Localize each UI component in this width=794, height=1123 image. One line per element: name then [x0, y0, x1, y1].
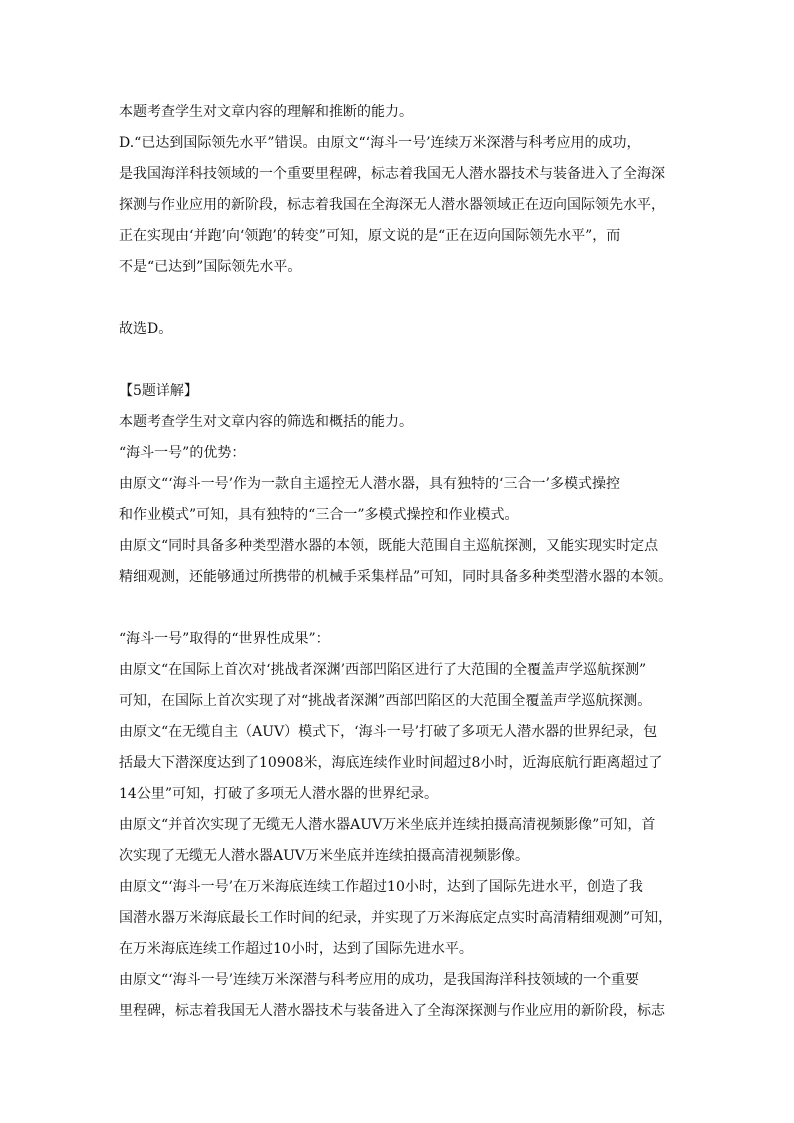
text-line: 由原文“‘海斗一号’作为一款自主遥控无人潜水器，具有独特的‘三合一’多模式操控	[119, 476, 620, 492]
text-line: “海斗一号”取得的“世界性成果”：	[119, 631, 330, 647]
text-line: D.“已达到国际领先水平”错误。由原文“‘海斗一号’连续万米深潜与科考应用的成功，	[119, 135, 641, 151]
text-line: 由原文“‘海斗一号’连续万米深潜与科考应用的成功，是我国海洋科技领域的一个重要	[119, 972, 640, 988]
text-line: 括最大下潜深度达到了10908米，海底连续作业时间超过8小时，近海底航行距离超过了	[119, 755, 663, 771]
text-line: “海斗一号”的优势：	[119, 445, 246, 461]
text-line: 故选D。	[119, 321, 173, 337]
text-line: 本题考查学生对文章内容的理解和推断的能力。	[119, 104, 413, 120]
text-line: 国潜水器万米海底最长工作时间的纪录，并实现了万米海底定点实时高清精细观测”可知，	[119, 910, 673, 926]
text-line: 由原文“在无缆自主（AUV）模式下，‘海斗一号’打破了多项无人潜水器的世界纪录，包	[119, 724, 658, 740]
text-line: 由原文“‘海斗一号’在万米海底连续工作超过10小时，达到了国际先进水平，创造了我	[119, 879, 643, 895]
text-line: 在万米海底连续工作超过10小时，达到了国际先进水平。	[119, 941, 473, 957]
text-line: 不是“已达到”国际领先水平。	[119, 259, 302, 275]
text-line: 里程碑，标志着我国无人潜水器技术与装备进入了全海深探测与作业应用的新阶段，标志	[119, 1003, 665, 1019]
text-line: 次实现了无缆无人潜水器AUV万米坐底并连续拍摄高清视频影像。	[119, 848, 530, 864]
text-line: 由原文“并首次实现了无缆无人潜水器AUV万米坐底并连续拍摄高清视频影像”可知，首	[119, 817, 656, 833]
text-line: 探测与作业应用的新阶段，标志着我国在全海深无人潜水器领域正在迈向国际领先水平，	[119, 197, 665, 213]
text-line: 由原文“在国际上首次对‘挑战者深渊’西部凹陷区进行了大范围的全覆盖声学巡航探测”	[119, 662, 647, 678]
text-line: 是我国海洋科技领域的一个重要里程碑，标志着我国无人潜水器技术与装备进入了全海深	[119, 166, 665, 182]
text-line: 本题考查学生对文章内容的筛选和概括的能力。	[119, 414, 413, 430]
text-line: 14公里”可知，打破了多项无人潜水器的世界纪录。	[119, 786, 438, 802]
text-line: 精细观测，还能够通过所携带的机械手采集样品”可知，同时具备多种类型潜水器的本领。	[119, 569, 673, 585]
section-heading: 【5题详解】	[119, 383, 198, 399]
text-line: 正在实现由‘并跑’向‘领跑’的转变”可知，原文说的是“正在迈向国际领先水平”，而	[119, 228, 621, 244]
text-line: 可知，在国际上首次实现了对“挑战者深渊”西部凹陷区的大范围全覆盖声学巡航探测。	[119, 693, 652, 709]
text-line: 由原文“同时具备多种类型潜水器的本领，既能大范围自主巡航探测，又能实现实时定点	[119, 538, 659, 554]
text-line: 和作业模式”可知，具有独特的“三合一”多模式操控和作业模式。	[119, 507, 519, 523]
